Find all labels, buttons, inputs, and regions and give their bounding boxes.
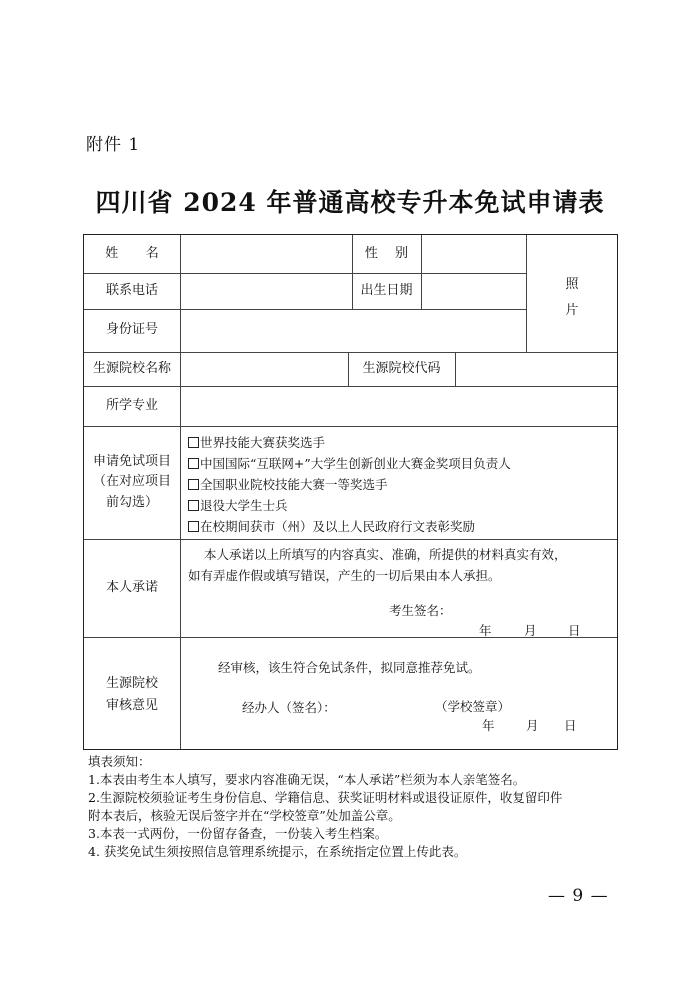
form-title: 四川省 2024 年普通高校专升本免试申请表	[95, 188, 605, 217]
notes-heading: 填表须知：	[88, 754, 151, 769]
candidate-signature-label: 考生签名：	[389, 603, 452, 618]
pledge-date-month: 月	[524, 623, 537, 638]
page-number: — 9 —	[548, 886, 609, 906]
handler-signature-label: 经办人（签名）：	[242, 700, 336, 715]
school-name-label: 生源院校名称	[92, 360, 171, 376]
gender-label: 性 别	[364, 245, 415, 261]
name-label: 姓 名	[105, 245, 171, 261]
school-code-label: 生源院校代码	[362, 360, 441, 376]
school-name-field[interactable]	[181, 352, 348, 386]
checkbox[interactable]	[188, 521, 199, 532]
school-seal-label: （学校签章）	[435, 699, 511, 714]
note-item: 1.本表由考生本人填写，要求内容准确无误，“本人承诺”栏须为本人亲笔签名。	[88, 772, 526, 787]
review-date-year: 年	[482, 718, 495, 733]
note-item: 2.生源院校须验证考生身份信息、学籍信息、获奖证明材料或退役证原件，收复留印件	[88, 790, 563, 805]
application-form-table	[83, 234, 618, 750]
checkbox[interactable]	[188, 479, 199, 490]
row-divider	[84, 637, 617, 638]
apply-options-list	[188, 432, 511, 537]
photo-label-1: 照	[565, 277, 579, 292]
pledge-text-line-1: 本人承诺以上所填写的内容真实、准确，所提供的材料真实有效，	[204, 547, 567, 562]
apply-option[interactable]: 世界技能大赛获奖选手	[188, 432, 511, 453]
phone-label: 联系电话	[105, 282, 158, 298]
phone-field[interactable]	[181, 273, 352, 309]
major-field[interactable]	[181, 386, 617, 426]
review-opinion-text: 经审核，该生符合免试条件，拟同意推荐免试。	[218, 660, 481, 675]
pledge-text-line-2: 如有弄虚作假或填写错误，产生的一切后果由本人承担。	[188, 568, 501, 583]
id-number-label: 身份证号	[105, 322, 158, 338]
filling-instructions	[88, 753, 562, 861]
apply-option[interactable]: 在校期间获市（州）及以上人民政府行文表彰奖励	[188, 516, 511, 537]
major-label: 所学专业	[105, 397, 158, 413]
apply-option[interactable]: 退役大学生士兵	[188, 495, 511, 516]
apply-option[interactable]: 全国职业院校技能大赛一等奖选手	[188, 474, 511, 495]
pledge-date-year: 年	[479, 623, 492, 638]
column-divider	[526, 235, 527, 352]
checkbox[interactable]	[188, 458, 199, 469]
pledge-label: 本人承诺	[105, 579, 158, 595]
birth-date-field[interactable]	[422, 273, 526, 309]
review-label-2: 审核意见	[105, 697, 158, 713]
birth-date-label: 出生日期	[360, 282, 413, 298]
apply-option[interactable]: 中国国际“互联网+”大学生创新创业大赛金奖项目负责人	[188, 453, 511, 474]
school-code-field[interactable]	[456, 352, 617, 386]
checkbox[interactable]	[188, 437, 199, 448]
id-number-field[interactable]	[181, 309, 526, 352]
review-label-1: 生源院校	[105, 675, 158, 691]
checkbox[interactable]	[188, 500, 199, 511]
name-field[interactable]	[181, 235, 352, 273]
note-item: 附本表后，核验无误后签字并在“学校签章”处加盖公章。	[88, 808, 401, 823]
photo-label-2: 片	[565, 303, 579, 318]
gender-field[interactable]	[422, 235, 526, 273]
note-item: 4. 获奖免试生须按照信息管理系统提示，在系统指定位置上传此表。	[88, 844, 467, 859]
attachment-label: 附件 1	[86, 135, 141, 155]
review-date-month: 月	[526, 718, 539, 733]
apply-items-label: 申请免试项目（在对应项目前勾选）	[92, 454, 171, 510]
pledge-date-day: 日	[568, 623, 581, 638]
note-item: 3.本表一式两份，一份留存备查，一份装入考生档案。	[88, 826, 388, 841]
review-date-day: 日	[564, 718, 577, 733]
